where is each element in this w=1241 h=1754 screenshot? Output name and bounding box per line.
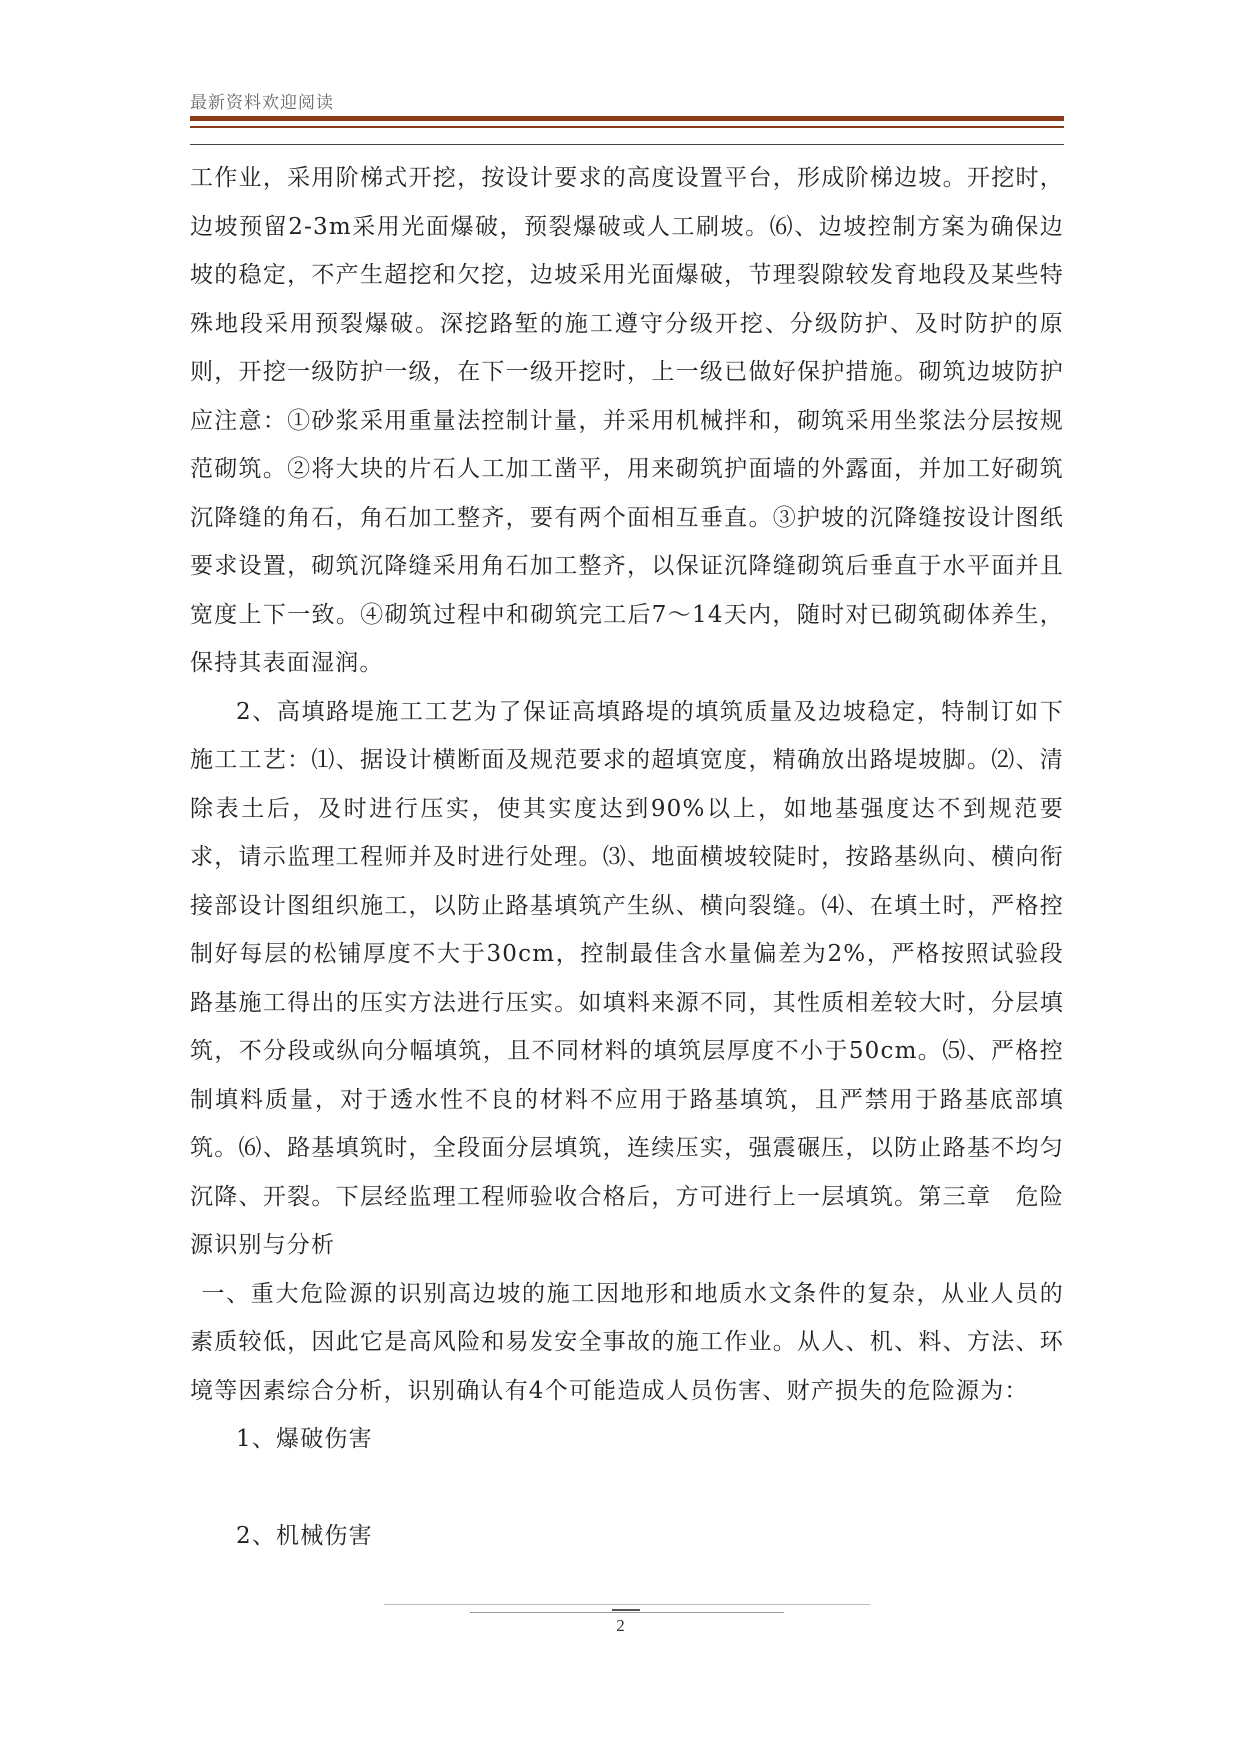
document-body [190,154,1064,1560]
footer-rule-inner [470,1612,784,1613]
list-item-machinery-injury: 2、机械伤害 [236,1522,373,1549]
footer-rule [384,1604,870,1605]
paragraph-high-fill-embankment: 2、高填路堤施工工艺为了保证高填路堤的填筑质量及边坡稳定，特制订如下施工工艺：⑴、据设计横断面及规范要求的超填宽度，精确放出路堤坡脚。⑵、清除表土后，及时进行压实，使其实度达到90%以上，如地基强度达不到规范要求，请示监理工程师并及时进行处理。⑶、地面横坡较陡时，按路基纵向、横向衔接部设计图组织施工，以防止路基填筑产生纵、横向裂缝。⑷、在填土时，严格控制好每层的松铺厚度不大于30cm，控制最佳含水量偏差为2%，严格按照试验段路基施工得出的压实方法进行压实。如填料来源不同，其性质相差较大时，分层填筑，不分段或纵向分幅填筑，且不同材料的填筑层厚度不小于50cm。⑸、严格控制填料质量，对于透水性不良的材料不应用于路基填筑，且严禁用于路基底部填筑。⑹、路基填筑时，全段面分层填筑，连续压实，强震碾压，以防止路基不均匀沉降、开裂。下层经监理工程师验收合格后，方可进行上一层填筑。第三章 危险源识别与分析 [190,698,1064,1258]
blank-line [190,1464,1064,1512]
page-number: 2 [616,1616,625,1635]
header-rule-thin [190,126,1064,128]
list-item-blasting-injury: 1、爆破伤害 [236,1426,373,1452]
paragraph-slope-excavation: 工作业，采用阶梯式开挖，按设计要求的高度设置平台，形成阶梯边坡。开挖时，边坡预留2-3m采用光面爆破，预裂爆破或人工刷坡。⑹、边坡控制方案为确保边坡的稳定，不产生超挖和欠挖，边坡采用光面爆破，节理裂隙较发育地段及某些特殊地段采用预裂爆破。深挖路堑的施工遵守分级开挖、分级防护、及时防护的原则，开挖一级防护一级，在下一级开挖时，上一级已做好保护措施。砌筑边坡防护应注意：①砂浆采用重量法控制计量，并采用机械拌和，砌筑采用坐浆法分层按规范砌筑。②将大块的片石人工加工凿平，用来砌筑护面墙的外露面，并加工好砌筑沉降缝的角石，角石加工整齐，要有两个面相互垂直。③护坡的沉降缝按设计图纸要求设置，砌筑沉降缝采用角石加工整齐，以保证沉降缝砌筑后垂直于水平面并且宽度上下一致。④砌筑过程中和砌筑完工后7～14天内，随时对已砌筑砌体养生，保持其表面湿润。 [190,165,1064,676]
header-rule-base [190,144,1064,145]
footer-mark [612,1609,640,1611]
page-header: 最新资料欢迎阅读 [190,93,334,113]
paragraph-hazard-identification: 一、重大危险源的识别高边坡的施工因地形和地质水文条件的复杂，从业人员的素质较低，因此它是高风险和易发安全事故的施工作业。从人、机、料、方法、环境等因素综合分析，识别确认有4个可能造成人员伤害、财产损失的危险源为： [190,1280,1064,1404]
header-rule-thick [190,116,1064,121]
